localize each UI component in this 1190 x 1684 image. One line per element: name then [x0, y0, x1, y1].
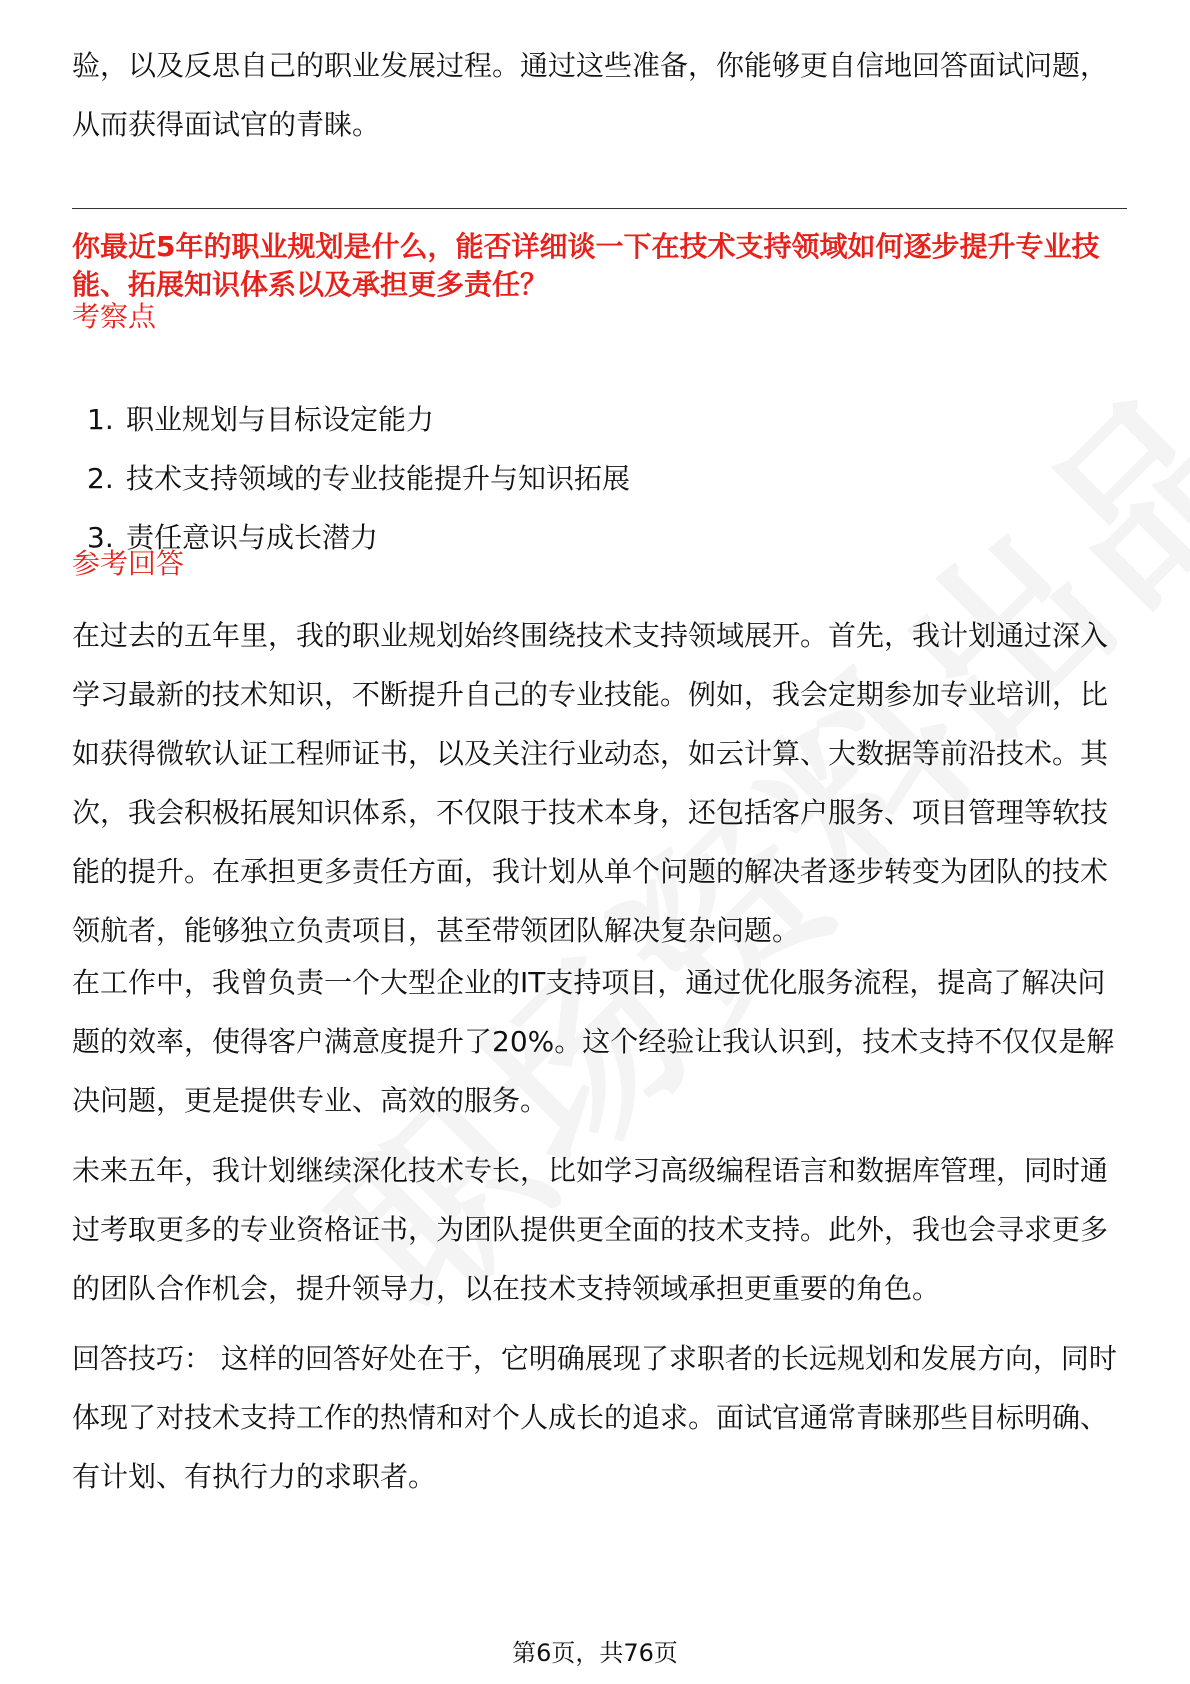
intro-paragraph: 验，以及反思自己的职业发展过程。通过这些准备，你能够更自信地回答面试问题，从而获得面试官的青睐。 [72, 49, 1109, 141]
answer-paragraph-1: 在过去的五年里，我的职业规划始终围绕技术支持领域展开。首先，我计划通过深入学习最新的技术知识，不断提升自己的专业技能。例如，我会定期参加专业培训，比如获得微软认证工程师证书，以及关注行业动态，如云计算、大数据等前沿技术。其次，我会积极拓展知识体系，不仅限于技术本身，还包括客户服务、项目管理等软技能的提升。在承担更多责任方面，我计划从单个问题的解决者逐步转变为团队的技术领航者，能够独立负责项目，甚至带领团队解决复杂问题。 [72, 619, 1109, 947]
key-points-list [72, 390, 630, 567]
interview-question: 你最近5年的职业规划是什么，能否详细谈一下在技术支持领域如何逐步提升专业技能、拓展知识体系以及承担更多责任？ [72, 230, 1100, 301]
list-item [72, 449, 630, 508]
answer-tips-paragraph: 回答技巧： 这样的回答好处在于，它明确展现了求职者的长远规划和发展方向，同时体现了对技术支持工作的热情和对个人成长的追求。面试官通常青睐那些目标明确、有计划、有执行力的求职者。 [72, 1342, 1117, 1493]
key-points-heading: 考察点 [72, 300, 157, 333]
list-item-text: 职业规划与目标设定能力 [126, 403, 435, 436]
page-number: 第6页，共76页 [512, 1639, 678, 1667]
list-item-text: 责任意识与成长潜力 [126, 521, 379, 554]
answer-paragraph-2: 在工作中，我曾负责一个大型企业的IT支持项目，通过优化服务流程，提高了解决问题的效率，使得客户满意度提升了20%。这个经验让我认识到，技术支持不仅仅是解决问题，更是提供专业、高效的服务。 [72, 966, 1115, 1117]
list-item-number: 3. [87, 521, 114, 554]
list-item [72, 390, 630, 449]
section-divider [72, 208, 1127, 209]
list-item-number: 2. [87, 462, 114, 495]
list-item-number: 1. [87, 403, 114, 436]
answer-paragraph-3: 未来五年，我计划继续深化技术专长，比如学习高级编程语言和数据库管理，同时通过考取更多的专业资格证书，为团队提供更全面的技术支持。此外，我也会寻求更多的团队合作机会，提升领导力，以在技术支持领域承担更重要的角色。 [72, 1154, 1109, 1305]
answer-heading: 参考回答 [72, 547, 185, 580]
list-item-text: 技术支持领域的专业技能提升与知识拓展 [126, 462, 631, 495]
